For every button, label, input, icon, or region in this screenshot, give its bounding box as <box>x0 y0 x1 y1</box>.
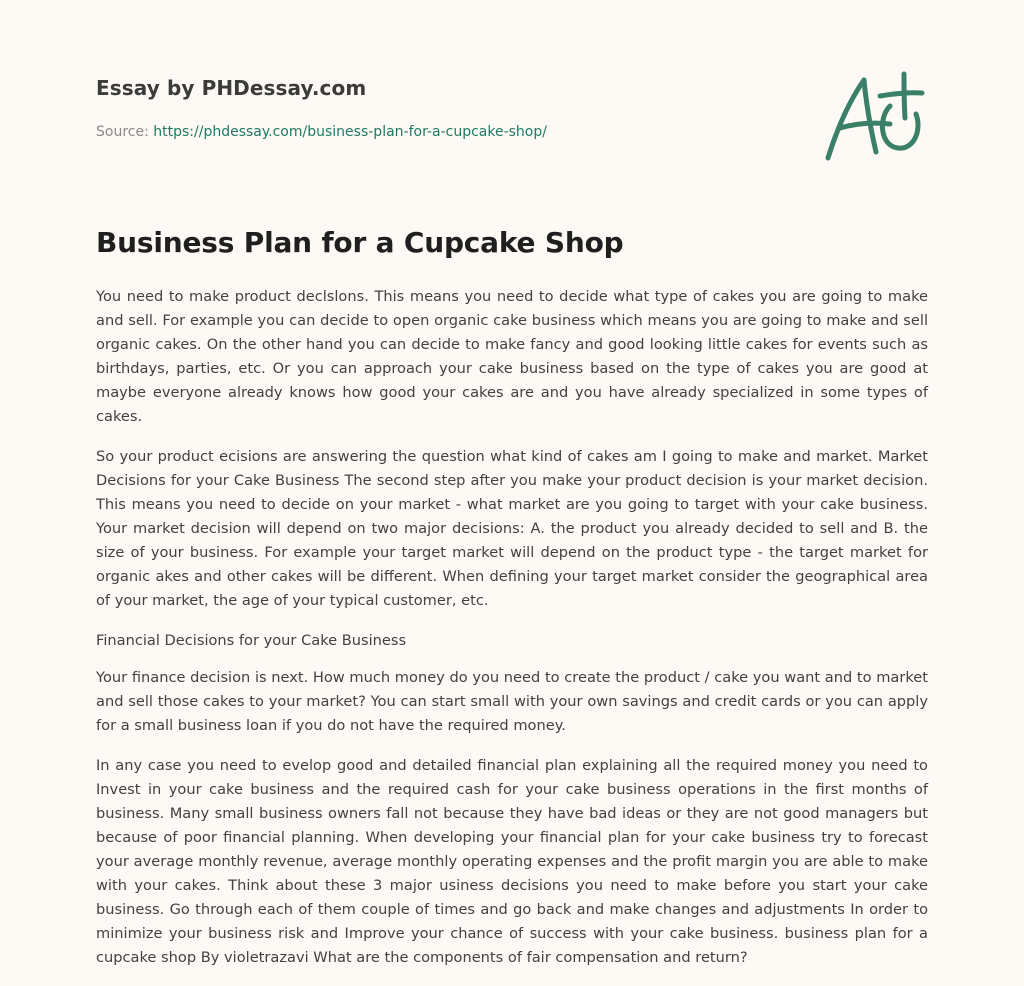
site-title: Essay by PHDessay.com <box>96 76 367 100</box>
paragraph-4: In any case you need to evelop good and detailed financial plan explaining all the required money you need to Invest in your cake business and the required cash for your cake business operations in the first months of business. Many small business owners fall not because they have bad ideas or they are not good managers but because of poor financial planning. When developing your financial plan for your cake business try to forecast your average monthly revenue, average monthly operating expenses and the profit margin you are able to make with your cakes. Think about these 3 major usiness decisions you need to make before you start your cake business. Go through each of them couple of times and go back and make changes and adjustments In order to minimize your business risk and Improve your chance of success with your cake business. business plan for a cupcake shop By violetrazavi What are the components of fair compensation and return? <box>96 757 928 966</box>
a-plus-logo-icon <box>818 66 930 166</box>
paragraph-1: You need to make product declslons. This means you need to decide what type of cakes you are going to make and sell. For example you can decide to open organic cake business which means you are going to make and sell organic cakes. On the other hand you can decide to make fancy and good looking little cakes for events such as birthdays, parties, etc. Or you can approach your cake business based on the type of cakes you are good at maybe everyone already knows how good your cakes are and you have already specialized in some types of cakes. <box>96 288 928 425</box>
section-subheading: Financial Decisions for your Cake Business <box>96 632 407 649</box>
paragraph-3: Your finance decision is next. How much money do you need to create the product / cake you want and to market and sell those cakes to your market? You can start small with your own savings and credit cards or you can apply for a small business loan if you do not have the required money. <box>96 669 928 734</box>
a-plus-logo-icon-graphic <box>818 66 930 166</box>
source-link[interactable]: https://phdessay.com/business-plan-for-a-cupcake-shop/ <box>153 124 547 140</box>
essay-title: Business Plan for a Cupcake Shop <box>96 226 624 259</box>
source-label: Source: <box>96 124 154 140</box>
paragraph-2: So your product ecisions are answering the question what kind of cakes am I going to make and market. Market Decisions for your Cake Business The second step after you make your product decision is your market decision. This means you need to decide on your market - what market are you going to target with your cake business. Your market decision will depend on two major decisions: A. the product you already decided to sell and B. the size of your business. For example your target market will depend on the product type - the target market for organic akes and other cakes will be different. When defining your target market consider the geographical area of your market, the age of your typical customer, etc. <box>96 448 928 609</box>
essay-body <box>96 285 928 986</box>
source-line <box>96 124 547 140</box>
